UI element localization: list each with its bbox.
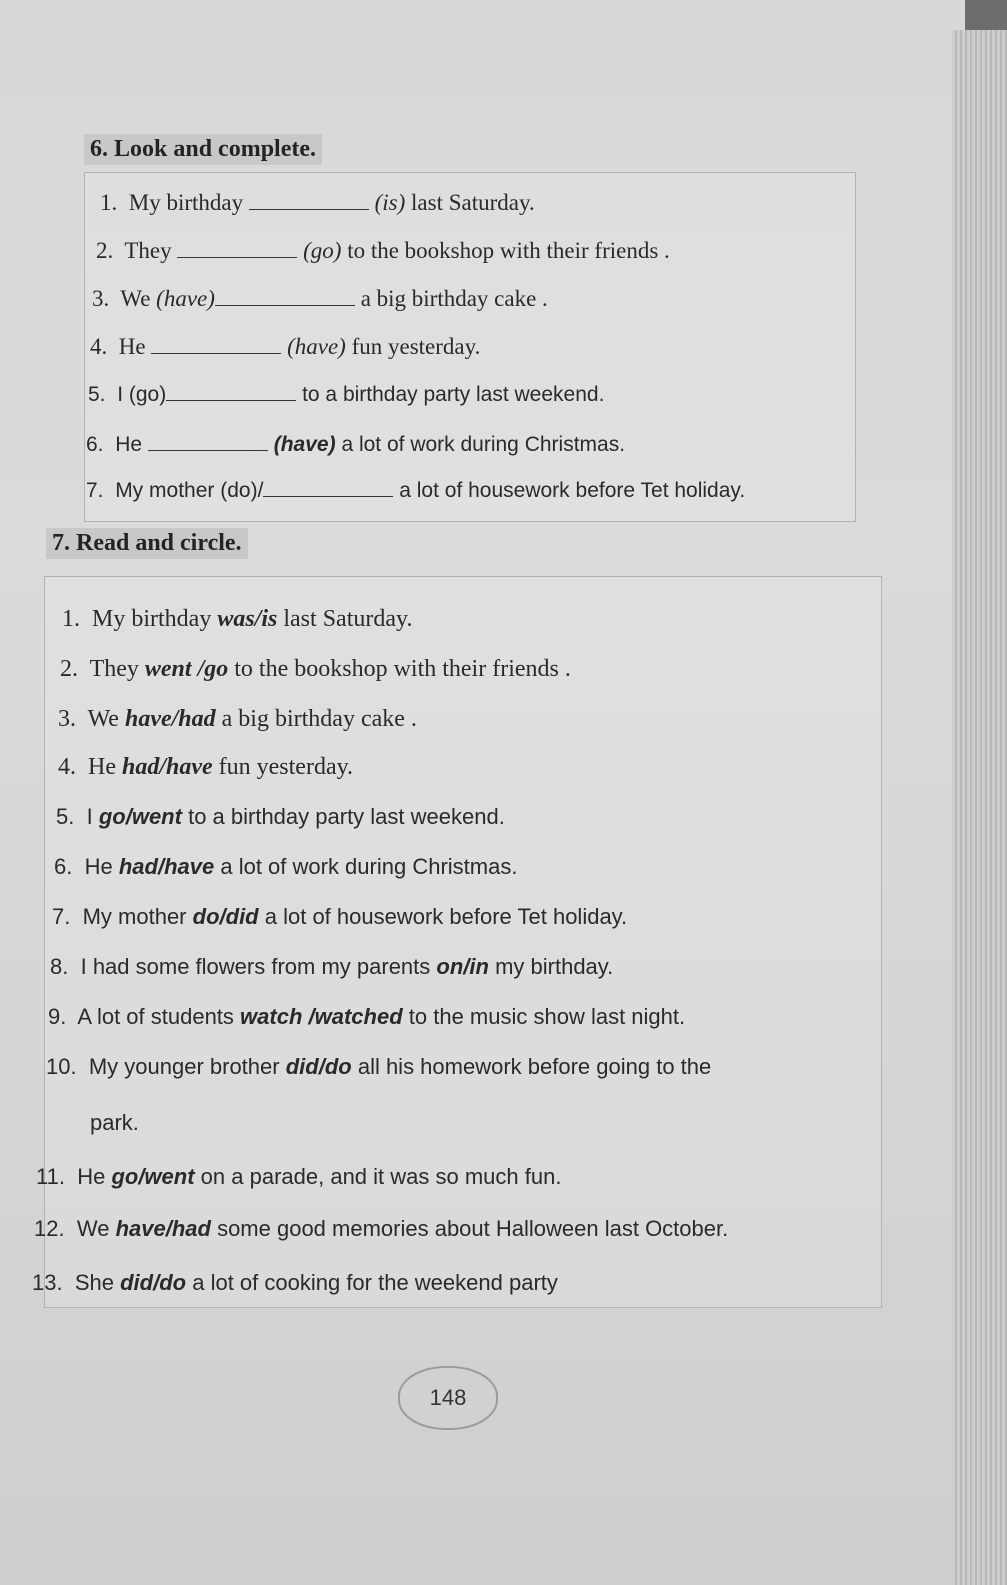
s7-item-12: 12. We have/had some good memories about Halloween last October. <box>34 1216 729 1241</box>
s7-item-5: 5. I go/went to a birthday party last weekend. <box>56 804 505 829</box>
s7-item-8: 8. I had some flowers from my parents on/in my birthday. <box>50 954 614 979</box>
page-number: 148 <box>429 1385 467 1410</box>
s6-item-3: 3. We (have) a big birthday cake . <box>92 286 548 311</box>
s7-item-1: 1. My birthday was/is last Saturday. <box>62 606 413 632</box>
s7-item-9: 9. A lot of students watch /watched to the music show last night. <box>48 1004 686 1029</box>
page-number-badge <box>398 1366 498 1430</box>
s7-item-13: 13. She did/do a lot of cooking for the weekend party <box>32 1270 558 1295</box>
page-stack-edge <box>952 30 1007 1585</box>
s7-item-2: 2. They went /go to the bookshop with their friends . <box>60 656 571 682</box>
section-6-heading: 6. Look and complete. <box>84 134 322 165</box>
s6-item-6: 6. He (have) a lot of work during Christmas. <box>86 433 626 456</box>
s6-item-1: 1. My birthday (is) last Saturday. <box>100 190 535 215</box>
s7-item-3: 3. We have/had a big birthday cake . <box>58 706 417 732</box>
s6-item-2: 2. They (go) to the bookshop with their friends . <box>96 238 670 263</box>
s6-item-5: 5. I (go) to a birthday party last weekend. <box>88 383 605 406</box>
s7-item-4: 4. He had/have fun yesterday. <box>58 754 354 780</box>
s7-item-7: 7. My mother do/did a lot of housework before Tet holiday. <box>52 904 628 929</box>
s7-item-10-continued: park. <box>90 1110 139 1135</box>
s6-item-4: 4. He (have) fun yesterday. <box>90 334 481 359</box>
s7-item-11: 11. He go/went on a parade, and it was so much fun. <box>36 1164 562 1189</box>
s7-item-6: 6. He had/have a lot of work during Christmas. <box>54 854 518 879</box>
section-7-box <box>44 576 882 1308</box>
s6-item-7: 7. My mother (do)/ a lot of housework before Tet holiday. <box>86 479 746 502</box>
section-7-heading: 7. Read and circle. <box>46 528 248 559</box>
s7-item-10: 10. My younger brother did/do all his homework before going to the <box>46 1054 712 1079</box>
